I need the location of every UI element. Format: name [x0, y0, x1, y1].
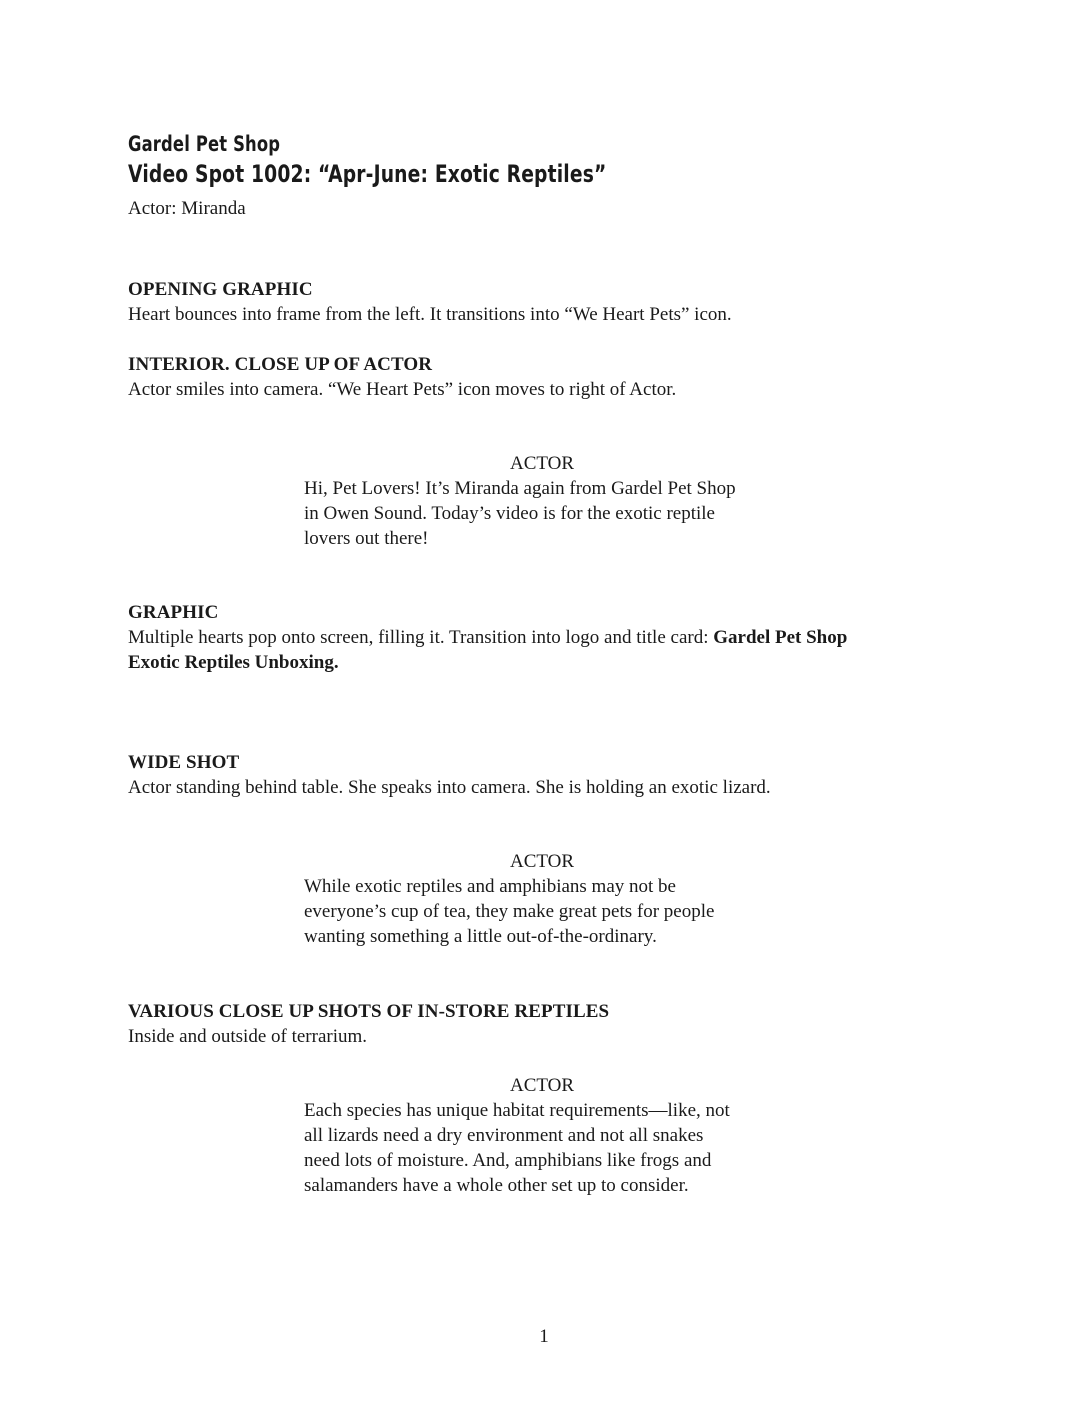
dialogue-line: need lots of moisture. And, amphibians like frogs and [304, 1150, 712, 1171]
dialogue-speaker: ACTOR [510, 1075, 575, 1096]
dialogue-speaker: ACTOR [510, 851, 575, 872]
dialogue-line: everyone’s cup of tea, they make great pets for people [304, 901, 715, 922]
page-number: 1 [539, 1326, 549, 1347]
brand-name: Gardel Pet Shop [128, 132, 281, 156]
section-heading: VARIOUS CLOSE UP SHOTS OF IN-STORE REPTILES [128, 1001, 610, 1022]
dialogue-block [304, 1098, 804, 1198]
section-heading: WIDE SHOT [128, 752, 240, 773]
dialogue-block [304, 476, 804, 551]
dialogue-line: Each species has unique habitat requirements—like, not [304, 1100, 730, 1121]
section-wide-shot [128, 750, 948, 800]
dialogue-line: lovers out there! [304, 528, 429, 549]
section-opening-graphic [128, 277, 948, 327]
section-body: Actor smiles into camera. “We Heart Pets” icon moves to right of Actor. [128, 379, 677, 400]
section-heading: INTERIOR. CLOSE UP OF ACTOR [128, 354, 433, 375]
title-card-name: Gardel Pet Shop [713, 627, 848, 648]
dialogue-block [304, 874, 804, 949]
spot-title: Video Spot 1002: “Apr-June: Exotic Reptiles” [128, 160, 607, 188]
section-various-close-ups [128, 999, 948, 1049]
title-card-subtitle: Exotic Reptiles Unboxing. [128, 652, 339, 673]
section-interior-close-up [128, 352, 948, 402]
title-block [128, 130, 741, 222]
dialogue-line: in Owen Sound. Today’s video is for the exotic reptile [304, 503, 715, 524]
dialogue-line: Hi, Pet Lovers! It’s Miranda again from Gardel Pet Shop [304, 478, 736, 499]
section-body-text: Multiple hearts pop onto screen, filling it. Transition into logo and title card: [128, 627, 714, 648]
actor-line: Actor: Miranda [128, 198, 246, 219]
dialogue-speaker: ACTOR [510, 453, 575, 474]
section-body: Heart bounces into frame from the left. It transitions into “We Heart Pets” icon. [128, 304, 732, 325]
dialogue-line: While exotic reptiles and amphibians may not be [304, 876, 676, 897]
dialogue-line: all lizards need a dry environment and not all snakes [304, 1125, 704, 1146]
section-body: Actor standing behind table. She speaks into camera. She is holding an exotic lizard. [128, 777, 771, 798]
dialogue-line: salamanders have a whole other set up to consider. [304, 1175, 689, 1196]
section-heading: OPENING GRAPHIC [128, 279, 313, 300]
dialogue-line: wanting something a little out-of-the-ordinary. [304, 926, 657, 947]
section-graphic [128, 600, 948, 675]
section-heading: GRAPHIC [128, 602, 219, 623]
section-body [128, 625, 948, 650]
section-body: Inside and outside of terrarium. [128, 1026, 368, 1047]
